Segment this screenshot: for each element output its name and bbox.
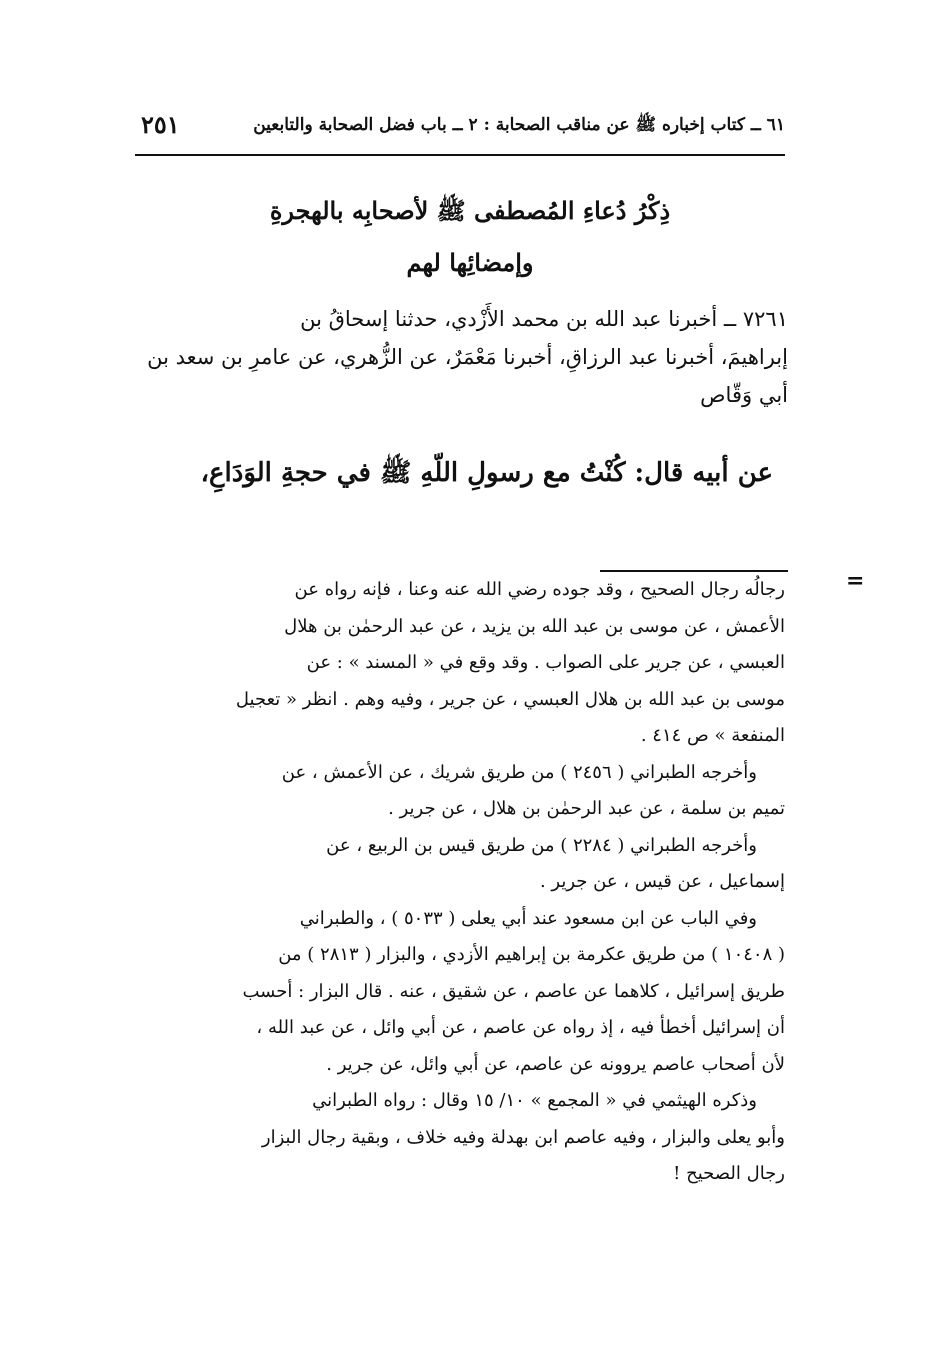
footnotes	[133, 572, 785, 1193]
footnote-line: رجال الصحيح !	[673, 1163, 785, 1184]
hadith-isnad	[133, 300, 788, 414]
footnote-line: ( ١٠٤٠٨ ) من طريق عكرمة بن إبراهيم الأزدي ، والبزار ( ٢٨١٣ ) من	[278, 944, 785, 965]
section-title-line-2: وإمضائِها لهم	[406, 248, 534, 277]
section-title-line-1: ذِكْرُ دُعاءِ المُصطفى ﷺ لأصحابِه بالهجرةِ	[269, 196, 671, 225]
footnote-line: العبسي ، عن جرير على الصواب . وقد وقع في « المسند » : عن	[306, 652, 785, 673]
footnote-line: إسماعيل ، عن قيس ، عن جرير .	[539, 871, 785, 892]
footnote-line: وأبو يعلى والبزار ، وفيه عاصم ابن بهدلة وفيه خلاف ، وبقية رجال البزار	[261, 1126, 785, 1148]
footnote-line: الأعمش ، عن موسى بن عبد الله بن يزيد ، عن عبد الرحمٰن بن هلال	[284, 615, 785, 637]
hadith-matn: عن أبيه قال: كُنْتُ مع رسولِ اللّهِ ﷺ في حجةِ الوَدَاعِ،	[200, 458, 773, 488]
footnote-line: المنفعة » ص ٤١٤ .	[640, 725, 785, 746]
footnote-line: وذكره الهيثمي في « المجمع » ١٠/ ١٥ وقال : رواه الطبراني	[312, 1090, 757, 1111]
page-header	[135, 108, 785, 156]
page-number: ٢٥١	[141, 110, 180, 139]
continuation-mark: =	[846, 568, 865, 594]
footnote-line: تميم بن سلمة ، عن عبد الرحمٰن بن هلال ، عن جرير .	[388, 798, 785, 819]
footnote-line: وأخرجه الطبراني ( ٢٤٥٦ ) من طريق شريك ، عن الأعمش ، عن	[281, 761, 757, 783]
isnad-line: ٧٢٦١ ــ أخبرنا عبد الله بن محمد الأَزْدي، حدثنا إسحاقُ بن	[300, 307, 788, 331]
footnote-line: طريق إسرائيل ، كلاهما عن عاصم ، عن شقيق ، عنه . قال البزار : أحسب	[242, 980, 785, 1002]
footnote-line: وأخرجه الطبراني ( ٢٢٨٤ ) من طريق قيس بن الربيع ، عن	[326, 834, 757, 856]
isnad-line: أبي وَقّاص	[700, 383, 788, 407]
footnote-line: أن إسرائيل أخطأ فيه ، إذ رواه عن عاصم ، عن أبي وائل ، عن عبد الله ،	[256, 1017, 785, 1038]
running-head: ٦١ ــ كتاب إخباره ﷺ عن مناقب الصحابة : ٢ ــ باب فضل الصحابة والتابعين	[253, 115, 785, 135]
isnad-line: إبراهيمَ، أخبرنا عبد الرزاقِ، أخبرنا مَعْمَرٌ، عن الزُّهري، عن عامرِ بن سعد بن	[147, 345, 788, 369]
footnote-line: موسى بن عبد الله بن هلال العبسي ، عن جرير ، وفيه وهم . انظر « تعجيل	[235, 688, 785, 710]
footnote-line: رجالُه رجال الصحيح ، وقد جوده رضي الله عنه وعنا ، فإنه رواه عن	[294, 579, 785, 600]
footnote-line: لأن أصحاب عاصم يروونه عن عاصم، عن أبي وائل، عن جرير .	[326, 1053, 785, 1075]
footnote-line: وفي الباب عن ابن مسعود عند أبي يعلى ( ٥٠٣٣ ) ، والطبراني	[299, 907, 757, 929]
